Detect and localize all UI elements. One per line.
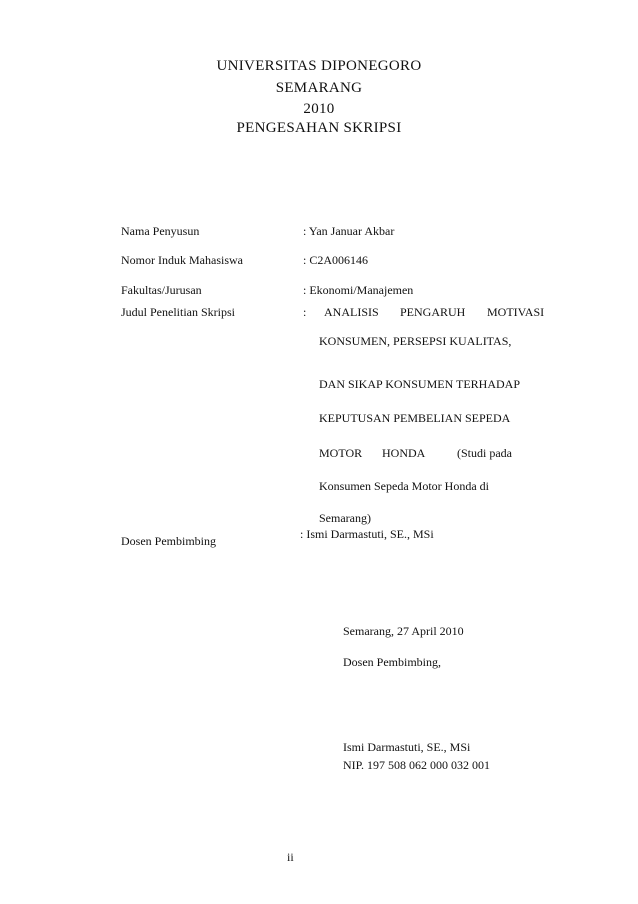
judul-line7: Semarang) bbox=[319, 511, 371, 525]
judul-line4: KEPUTUSAN PEMBELIAN SEPEDA bbox=[319, 411, 511, 425]
value-nomor-induk: : C2A006146 bbox=[303, 253, 369, 267]
signature-role: Dosen Pembimbing, bbox=[343, 655, 441, 669]
value-dosen: : Ismi Darmastuti, SE., MSi bbox=[300, 527, 434, 541]
university-name: UNIVERSITAS DIPONEGORO bbox=[216, 58, 422, 74]
judul-line5-word1: MOTOR bbox=[319, 446, 363, 460]
judul-line5-word3: (Studi pada bbox=[457, 446, 512, 460]
judul-line2: KONSUMEN, PERSEPSI KUALITAS, bbox=[319, 334, 512, 348]
value-fakultas: : Ekonomi/Manajemen bbox=[303, 283, 414, 297]
label-nomor-induk: Nomor Induk Mahasiswa bbox=[121, 253, 243, 267]
page-number: ii bbox=[287, 850, 294, 864]
city-name: SEMARANG bbox=[275, 80, 363, 96]
judul-line1-word1: ANALISIS bbox=[324, 305, 379, 319]
label-judul: Judul Penelitian Skripsi bbox=[121, 305, 235, 319]
signature-nip: NIP. 197 508 062 000 032 001 bbox=[343, 758, 491, 772]
judul-line6: Konsumen Sepeda Motor Honda di bbox=[319, 479, 489, 493]
value-nama-penyusun: : Yan Januar Akbar bbox=[303, 224, 395, 238]
signature-name: Ismi Darmastuti, SE., MSi bbox=[343, 740, 471, 754]
label-nama-penyusun: Nama Penyusun bbox=[121, 224, 200, 238]
year: 2010 bbox=[303, 101, 335, 117]
judul-colon: : bbox=[303, 305, 307, 319]
label-fakultas: Fakultas/Jurusan bbox=[121, 283, 202, 297]
signature-place-date: Semarang, 27 April 2010 bbox=[343, 624, 464, 638]
label-dosen: Dosen Pembimbing bbox=[121, 534, 216, 548]
judul-line1-word3: MOTIVASI bbox=[487, 305, 545, 319]
judul-line5-word2: HONDA bbox=[382, 446, 426, 460]
judul-line1-word2: PENGARUH bbox=[400, 305, 466, 319]
judul-line3: DAN SIKAP KONSUMEN TERHADAP bbox=[319, 377, 521, 391]
page-title: PENGESAHAN SKRIPSI bbox=[236, 120, 402, 136]
